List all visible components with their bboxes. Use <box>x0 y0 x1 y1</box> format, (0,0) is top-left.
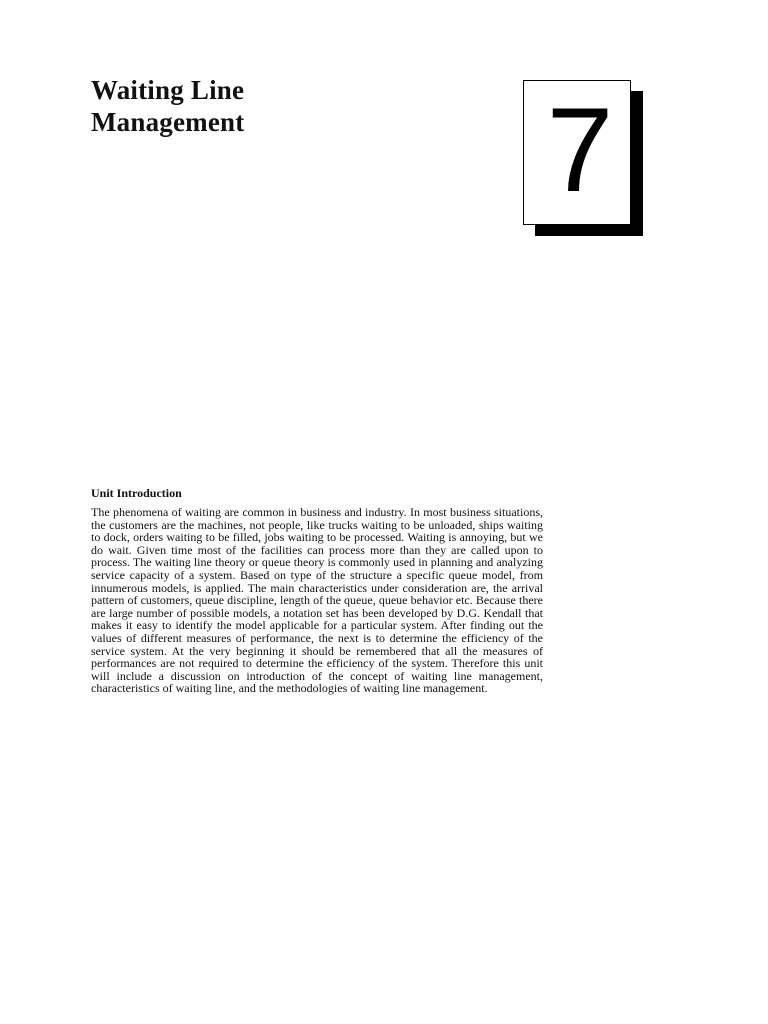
chapter-number-box <box>523 80 631 225</box>
chapter-number: 7 <box>546 82 614 217</box>
section-heading: Unit Introduction <box>91 486 182 500</box>
chapter-title-line-1: Waiting Line <box>91 75 245 105</box>
chapter-title <box>91 74 244 138</box>
section-body-paragraph: The phenomena of waiting are common in business and industry. In most business situations, the customers are the machines, not people, like trucks waiting to be unloaded, ships waiting to dock, orders waiting to be filled, jobs waiting to be processed. Waiting is annoying, but we do wait. Given time most of the facilities can process more than they are called upon to process. The waiting line theory or queue theory is commonly used in planning and analyzing service capacity of a system. Based on type of the structure a specific queue model, from innumerous models, is applied. The main characteristics under consideration are, the arrival pattern of customers, queue discipline, length of the queue, queue behavior etc. Because there are large number of possible models, a notation set has been developed by D.G. Kendall that makes it easy to identify the model applicable for a particular system. After finding out the values of different measures of performance, the next is to determine the efficiency of the service system. At the very beginning it should be remembered that all the measures of performances are not required to determine the efficiency of the system. Therefore this unit will include a discussion on introduction of the concept of waiting line management, characteristics of waiting line, and the methodologies of waiting line management. <box>91 505 543 696</box>
chapter-title-line-2: Management <box>91 107 245 137</box>
